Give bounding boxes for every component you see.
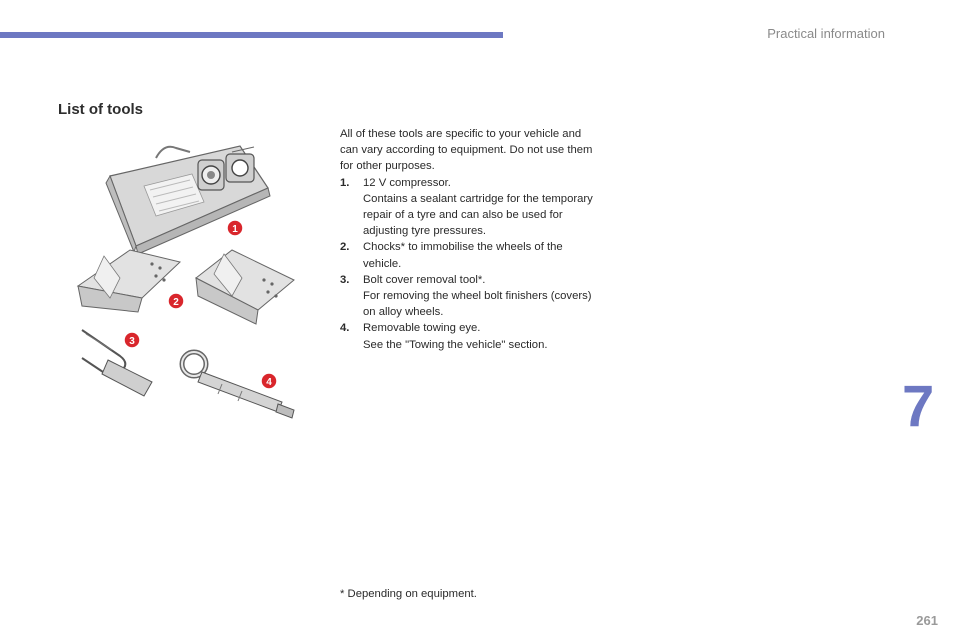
footnote: * Depending on equipment. xyxy=(340,588,477,600)
list-item xyxy=(340,272,598,321)
item-number: 3. xyxy=(340,273,350,286)
callout-2-label: 2 xyxy=(173,297,179,308)
item-number: 4. xyxy=(340,322,350,335)
list-item xyxy=(340,320,598,352)
bolt-cover-tool-drawing xyxy=(82,330,152,396)
tools-description xyxy=(340,126,598,353)
callout-1-icon xyxy=(227,220,243,236)
item-detail: For removing the wheel bolt finishers (covers) on alloy wheels. xyxy=(363,290,592,319)
compressor-kit-drawing xyxy=(106,146,270,254)
list-item xyxy=(340,239,598,271)
tools-illustration xyxy=(72,138,307,423)
chock-right-drawing xyxy=(196,250,294,324)
item-detail: See the "Towing the vehicle" section. xyxy=(363,338,548,351)
item-title: 12 V compressor. xyxy=(363,176,451,189)
chock-left-drawing xyxy=(78,250,180,312)
page-number: 261 xyxy=(916,613,938,628)
page-title: List of tools xyxy=(58,101,143,118)
callout-3-label: 3 xyxy=(129,336,135,347)
item-detail: Contains a sealant cartridge for the temporary repair of a tyre and can also be used for adjusting tyre pressures. xyxy=(363,192,593,238)
item-number: 1. xyxy=(340,176,350,189)
item-title: Chocks* to immobilise the wheels of the vehicle. xyxy=(363,241,563,270)
tools-list xyxy=(340,175,598,353)
callout-4-icon xyxy=(261,373,277,389)
item-title: Bolt cover removal tool*. xyxy=(363,273,486,286)
item-title: Removable towing eye. xyxy=(363,322,481,335)
callout-4-label: 4 xyxy=(266,377,272,388)
callout-1-label: 1 xyxy=(232,224,238,235)
callout-3-icon xyxy=(124,332,140,348)
chapter-number: 7 xyxy=(902,374,935,439)
header-accent-bar xyxy=(0,32,503,38)
section-title: Practical information xyxy=(767,26,885,41)
callout-2-icon xyxy=(168,293,184,309)
list-item xyxy=(340,175,598,240)
intro-paragraph: All of these tools are specific to your vehicle and can vary according to equipment. Do not use them for other purposes. xyxy=(340,128,593,173)
item-number: 2. xyxy=(340,241,350,254)
towing-eye-drawing xyxy=(182,352,294,418)
